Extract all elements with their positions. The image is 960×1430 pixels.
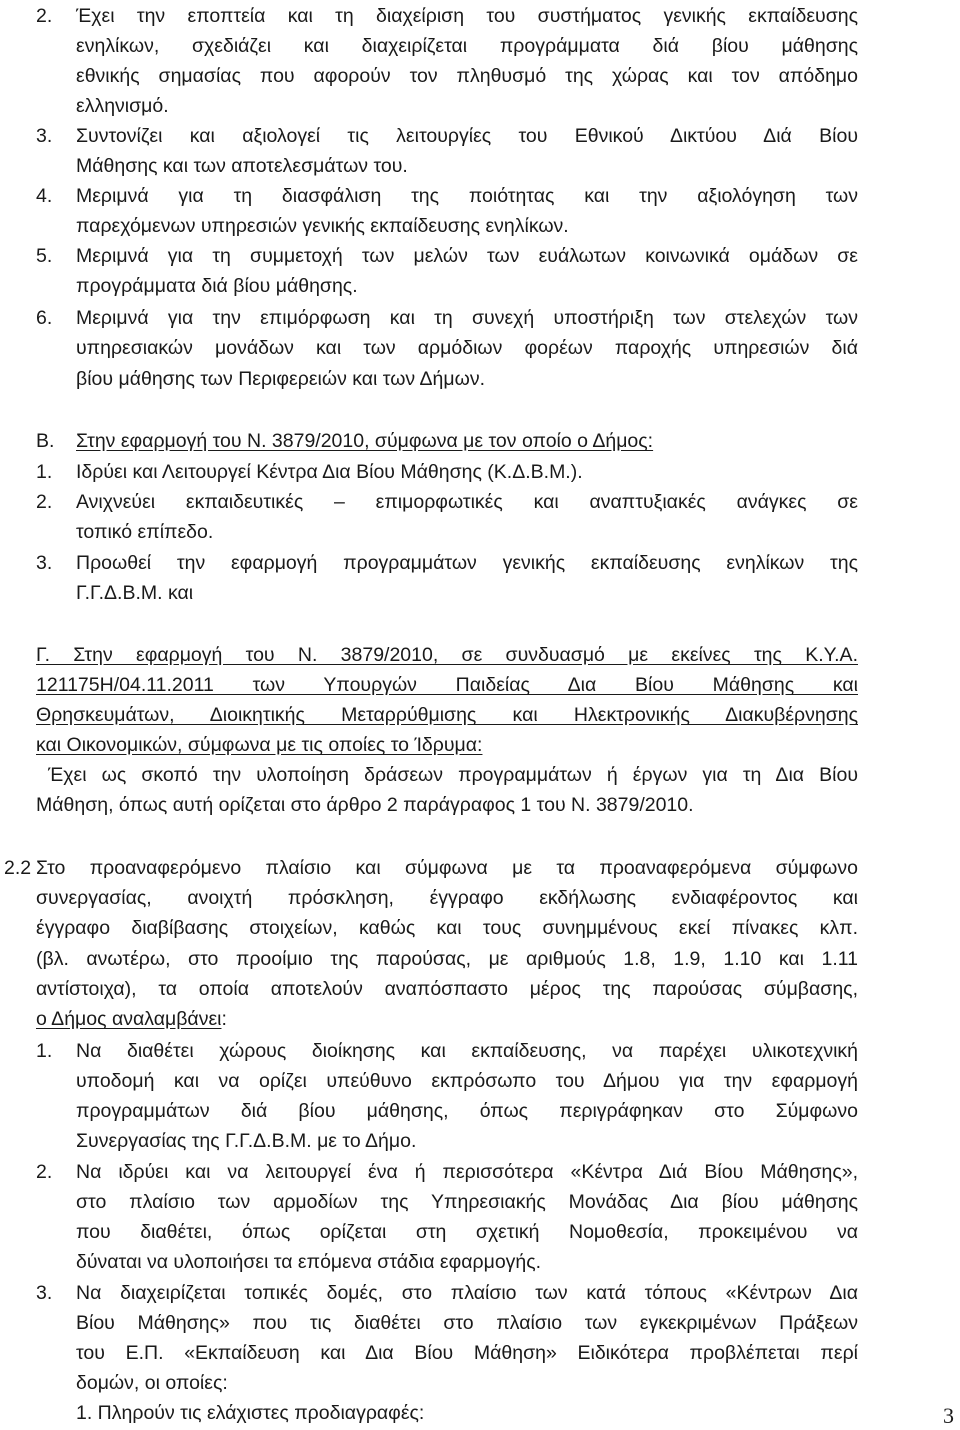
section-b-heading: Στην εφαρμογή του Ν. 3879/2010, σύμφωνα με τον οποίο ο Δήμος: xyxy=(76,430,654,452)
section-b-item-1-line-1: Ιδρύει και Λειτουργεί Κέντρα Δια Βίου Μάθησης (Κ.Δ.Β.Μ.). xyxy=(76,461,583,483)
item-5-line-2: προγράμματα διά βίου μάθησης. xyxy=(76,275,358,297)
section-22-item-3-line-4: δομών, οι οποίες: xyxy=(76,1372,228,1394)
section-c-body-line-2: Μάθηση, όπως αυτή ορίζεται στο άρθρο 2 παράγραφος 1 του Ν. 3879/2010. xyxy=(36,794,694,816)
item-4-number: 4. xyxy=(36,185,53,207)
section-22-line-2: συνεργασίας, ανοιχτή πρόσκληση, έγγραφο εκδήλωσης ενδιαφέροντος και xyxy=(36,887,858,909)
section-22-line-6 xyxy=(36,1004,227,1034)
section-22-item-1-line-2: υποδομή και να ορίζει υπεύθυνο εκπρόσωπο του Δήμου για την εφαρμογή xyxy=(76,1070,858,1092)
section-22-line-4: (βλ. ανωτέρω, στο προοίμιο της παρούσας, με αριθμούς 1.8, 1.9, 1.10 και 1.11 xyxy=(36,948,858,970)
section-c-body-line-1: Έχει ως σκοπό την υλοποίηση δράσεων προγραμμάτων ή έργων για τη Δια Βίου xyxy=(48,764,858,786)
item-3-line-1: Συντονίζει και αξιολογεί τις λειτουργίες του Εθνικού Δικτύου Διά Βίου xyxy=(76,125,858,147)
section-b-item-2-number: 2. xyxy=(36,491,53,513)
section-22-item-2-number: 2. xyxy=(36,1161,53,1183)
section-b-item-3-number: 3. xyxy=(36,552,53,574)
section-b-item-3-line-1: Προωθεί την εφαρμογή προγραμμάτων γενικής εκπαίδευσης ενηλίκων της xyxy=(76,552,858,574)
section-22-item-1-line-3: προγραμμάτων διά βίου μάθησης, όπως περιγράφηκαν στο Σύμφωνο xyxy=(76,1100,858,1122)
item-5-number: 5. xyxy=(36,245,53,267)
section-22-item-1-number: 1. xyxy=(36,1040,53,1062)
item-6-line-1: Μεριμνά για την επιμόρφωση και τη συνεχή υποστήριξη των στελεχών των xyxy=(76,307,858,329)
section-22-underlined-phrase: ο Δήμος αναλαμβάνει xyxy=(36,1008,222,1030)
section-22-item-2-line-2: στο πλαίσιο των αρμοδίων της Υπηρεσιακής Μονάδας Δια βίου μάθησης xyxy=(76,1191,858,1213)
item-3-number: 3. xyxy=(36,125,53,147)
section-c-heading-line-3: Θρησκευμάτων, Διοικητικής Μεταρρύθμισης και Ηλεκτρονικής Διακυβέρνησης xyxy=(36,704,858,726)
section-b-item-1-number: 1. xyxy=(36,461,53,483)
item-2-number: 2. xyxy=(36,5,53,27)
item-6-line-2: υπηρεσιακών μονάδων και των αρμόδιων φορέων παροχής υπηρεσιών διά xyxy=(76,337,858,359)
item-5-line-1: Μεριμνά για τη συμμετοχή των μελών των ευάλωτων κοινωνικά ομάδων σε xyxy=(76,245,858,267)
item-6-number: 6. xyxy=(36,307,53,329)
section-c-heading-line-2: 121175Η/04.11.2011 των Υπουργών Παιδείας Δια Βίου Μάθησης και xyxy=(36,674,858,696)
item-4-line-1: Μεριμνά για τη διασφάλιση της ποιότητας και την αξιολόγηση των xyxy=(76,185,858,207)
section-22-number: 2.2 xyxy=(4,857,32,879)
item-2-line-4: ελληνισμό. xyxy=(76,95,169,117)
item-4-line-2: παρεχόμενων υπηρεσιών γενικής εκπαίδευσης ενηλίκων. xyxy=(76,215,569,237)
section-b-item-2-line-1: Ανιχνεύει εκπαιδευτικές – επιμορφωτικές και αναπτυξιακές ανάγκες σε xyxy=(76,491,858,513)
item-3-line-2: Μάθησης και των αποτελεσμάτων του. xyxy=(76,155,408,177)
item-6-line-3: βίου μάθησης των Περιφερειών και των Δήμων. xyxy=(76,368,486,390)
section-b-item-3-line-2: Γ.Γ.Δ.Β.Μ. και xyxy=(76,582,194,604)
section-22-item-3-number: 3. xyxy=(36,1282,53,1304)
section-22-item-3-line-3: του Ε.Π. «Εκπαίδευση και Δια Βίου Μάθηση» Ειδικότερα προβλέπεται περί xyxy=(76,1342,858,1364)
item-2-line-3: εθνικής σημασίας που αφορούν τον πληθυσμό της χώρας και τον απόδημο xyxy=(76,65,858,87)
item-2-line-2: ενηλίκων, σχεδιάζει και διαχειρίζεται προγράμματα διά βίου μάθησης xyxy=(76,35,858,57)
page-number: 3 xyxy=(943,1403,954,1428)
section-22-item-2-line-1: Να ιδρύει και να λειτουργεί ένα ή περισσότερα «Κέντρα Διά Βίου Μάθησης», xyxy=(76,1161,858,1183)
section-22-colon: : xyxy=(221,1008,227,1030)
section-22-line-1: Στο προαναφερόμενο πλαίσιο και σύμφωνα με τα προαναφερόμενα σύμφωνο xyxy=(36,857,858,879)
section-22-line-3: έγγραφο διαβίβασης στοιχείων, καθώς και τους συνημμένους εκεί πίνακες κλπ. xyxy=(36,917,858,939)
section-22-item-2-line-3: που διαθέτει, όπως ορίζεται στη σχετική Νομοθεσία, προκειμένου να xyxy=(76,1221,858,1243)
section-22-item-3-line-5: 1. Πληρούν τις ελάχιστες προδιαγραφές: xyxy=(76,1402,425,1424)
section-22-line-5: αντίστοιχα), τα οποία αποτελούν αναπόσπαστο μέρος της παρούσας σύμβασης, xyxy=(36,978,858,1000)
section-c-heading-line-1: Γ. Στην εφαρμογή του Ν. 3879/2010, σε συνδυασμό με εκείνες της Κ.Υ.Α. xyxy=(36,644,858,666)
item-2-line-1: Έχει την εποπτεία και τη διαχείριση του συστήματος γενικής εκπαίδευσης xyxy=(76,5,858,27)
section-c-heading-line-4: και Οικονομικών, σύμφωνα με τις οποίες το Ίδρυμα: xyxy=(36,734,483,756)
section-22-item-1-line-1: Να διαθέτει χώρους διοίκησης και εκπαίδευσης, να παρέχει υλικοτεχνική xyxy=(76,1040,858,1062)
section-b-prefix: Β. xyxy=(36,430,55,452)
section-b-item-2-line-2: τοπικό επίπεδο. xyxy=(76,521,214,543)
section-22-item-2-line-4: δύναται να υλοποιήσει τα επόμενα στάδια εφαρμογής. xyxy=(76,1251,542,1273)
section-22-item-1-line-4: Συνεργασίας της Γ.Γ.Δ.Β.Μ. με το Δήμο. xyxy=(76,1130,417,1152)
section-22-item-3-line-2: Βίου Μάθησης» που τις διαθέτει στο πλαίσιο των εγκεκριμένων Πράξεων xyxy=(76,1312,858,1334)
section-22-item-3-line-1: Να διαχειρίζεται τοπικές δομές, στο πλαίσιο των κατά τόπους «Κέντρων Δια xyxy=(76,1282,858,1304)
